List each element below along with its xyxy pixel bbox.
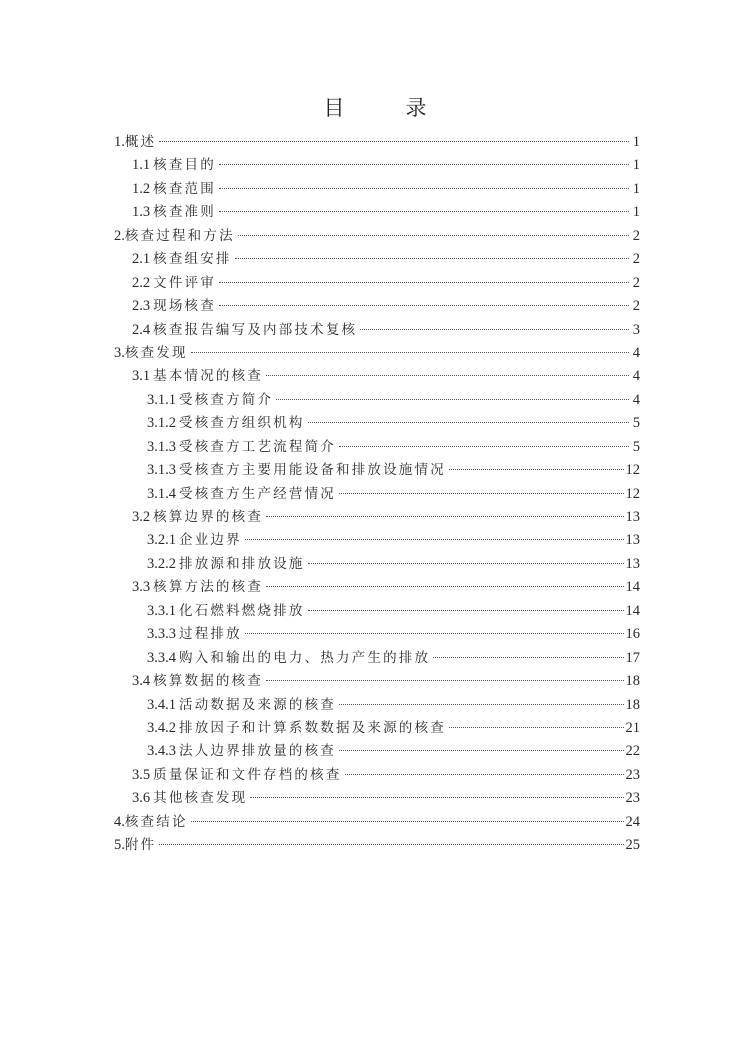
toc-entry-page: 24 xyxy=(625,813,640,830)
toc-dot-leader xyxy=(159,844,623,845)
toc-entry-level3[interactable] xyxy=(114,694,640,717)
toc-dot-leader xyxy=(339,446,629,447)
toc-entry-title: 法人边界排放量的核查 xyxy=(179,743,336,760)
toc-entry-page: 12 xyxy=(625,462,640,479)
toc-entry-level3[interactable] xyxy=(114,623,640,646)
table-of-contents xyxy=(114,131,640,858)
toc-entry-title: 过程排放 xyxy=(179,626,242,643)
toc-entry-number: 3.2.2 xyxy=(147,555,176,572)
toc-entry-page: 23 xyxy=(625,790,640,807)
toc-entry-page: 4 xyxy=(632,344,640,361)
toc-dot-leader xyxy=(219,211,629,212)
toc-entry-level3[interactable] xyxy=(114,647,640,670)
toc-entry-title: 受核查方工艺流程简介 xyxy=(179,438,336,455)
toc-entry-title: 核查目的 xyxy=(153,157,216,174)
toc-entry-level1[interactable] xyxy=(114,811,640,834)
toc-entry-title: 购入和输出的电力、热力产生的排放 xyxy=(179,649,431,666)
toc-entry-page: 2 xyxy=(632,298,640,315)
toc-entry-level2[interactable] xyxy=(114,670,640,693)
toc-entry-title: 附件 xyxy=(124,837,157,854)
toc-entry-number: 3.4 xyxy=(132,673,151,690)
toc-entry-page: 1 xyxy=(632,180,640,197)
toc-entry-number: 3.1.1 xyxy=(147,391,176,408)
toc-entry-level2[interactable] xyxy=(114,576,640,599)
toc-entry-title: 企业边界 xyxy=(179,532,242,549)
toc-entry-number: 1.1 xyxy=(132,157,151,174)
toc-dot-leader xyxy=(339,704,624,705)
toc-entry-title: 核查报告编写及内部技术复核 xyxy=(153,321,358,338)
toc-entry-number: 3.1.4 xyxy=(147,485,176,502)
toc-entry-page: 14 xyxy=(625,579,640,596)
toc-entry-level1[interactable] xyxy=(114,225,640,248)
toc-entry-title: 现场核查 xyxy=(153,298,216,315)
toc-entry-level2[interactable] xyxy=(114,319,640,342)
toc-dot-leader xyxy=(308,610,624,611)
toc-entry-page: 21 xyxy=(625,719,640,736)
toc-entry-number: 2. xyxy=(114,227,125,244)
toc-entry-number: 3.1.3 xyxy=(147,438,176,455)
toc-entry-title: 核算数据的核查 xyxy=(153,673,264,690)
toc-entry-title: 核查范围 xyxy=(153,180,216,197)
toc-entry-title: 核查过程和方法 xyxy=(124,227,235,244)
toc-entry-number: 3.4.2 xyxy=(147,719,176,736)
toc-entry-level1[interactable] xyxy=(114,342,640,365)
toc-entry-title: 活动数据及来源的核查 xyxy=(179,696,336,713)
toc-entry-level2[interactable] xyxy=(114,764,640,787)
toc-entry-level2[interactable] xyxy=(114,154,640,177)
toc-dot-leader xyxy=(339,750,624,751)
toc-entry-level3[interactable] xyxy=(114,717,640,740)
toc-entry-page: 2 xyxy=(632,274,640,291)
toc-entry-page: 25 xyxy=(625,837,640,854)
toc-entry-number: 1.2 xyxy=(132,180,151,197)
toc-dot-leader xyxy=(238,235,629,236)
toc-entry-title: 受核查方简介 xyxy=(179,391,274,408)
toc-entry-level3[interactable] xyxy=(114,389,640,412)
toc-entry-page: 12 xyxy=(625,485,640,502)
toc-entry-title: 受核查方组织机构 xyxy=(179,415,305,432)
toc-entry-title: 概述 xyxy=(124,134,157,150)
toc-entry-level2[interactable] xyxy=(114,295,640,318)
toc-dot-leader xyxy=(308,422,629,423)
toc-entry-number: 3.3 xyxy=(132,579,151,596)
toc-entry-level3[interactable] xyxy=(114,529,640,552)
toc-entry-page: 5 xyxy=(632,438,640,455)
toc-dot-leader xyxy=(449,469,624,470)
toc-entry-number: 3.6 xyxy=(132,790,151,807)
toc-entry-title: 核查结论 xyxy=(124,813,188,830)
toc-entry-page: 1 xyxy=(632,204,640,221)
toc-dot-leader xyxy=(159,141,629,142)
toc-entry-page: 13 xyxy=(625,532,640,549)
toc-dot-leader xyxy=(433,657,623,658)
toc-entry-title: 核查发现 xyxy=(124,344,188,361)
toc-entry-page: 4 xyxy=(632,391,640,408)
toc-entry-title: 基本情况的核查 xyxy=(153,368,264,385)
toc-entry-page: 14 xyxy=(625,602,640,619)
toc-entry-page: 3 xyxy=(632,321,640,338)
toc-entry-number: 3.1.3 xyxy=(147,462,176,479)
toc-entry-level3[interactable] xyxy=(114,740,640,763)
toc-dot-leader xyxy=(266,516,623,517)
toc-entry-title: 核查组安排 xyxy=(153,251,232,268)
toc-dot-leader xyxy=(266,375,629,376)
toc-dot-leader xyxy=(250,797,623,798)
toc-entry-title: 质量保证和文件存档的核查 xyxy=(153,766,342,783)
toc-entry-number: 3. xyxy=(114,344,125,361)
toc-entry-title: 排放因子和计算系数数据及来源的核查 xyxy=(179,719,446,736)
toc-entry-title: 其他核查发现 xyxy=(153,790,248,807)
toc-entry-page: 22 xyxy=(625,743,640,760)
toc-entry-level3[interactable] xyxy=(114,412,640,435)
toc-entry-number: 3.2.1 xyxy=(147,532,176,549)
toc-entry-page: 5 xyxy=(632,415,640,432)
toc-entry-title: 核算方法的核查 xyxy=(153,579,264,596)
toc-dot-leader xyxy=(191,352,629,353)
toc-entry-number: 5. xyxy=(114,837,125,854)
toc-entry-page: 2 xyxy=(632,227,640,244)
toc-entry-title: 排放源和排放设施 xyxy=(179,555,305,572)
toc-entry-page: 1 xyxy=(632,157,640,174)
toc-entry-number: 3.1.2 xyxy=(147,415,176,432)
toc-dot-leader xyxy=(219,282,629,283)
toc-entry-number: 3.1 xyxy=(132,368,151,385)
toc-entry-level3[interactable] xyxy=(114,459,640,482)
toc-entry-number: 2.2 xyxy=(132,274,151,291)
toc-entry-number: 2.3 xyxy=(132,298,151,315)
toc-dot-leader xyxy=(245,633,624,634)
toc-entry-number: 3.4.1 xyxy=(147,696,176,713)
toc-entry-title: 受核查方生产经营情况 xyxy=(179,485,336,502)
toc-entry-level2[interactable] xyxy=(114,178,640,201)
toc-entry-level3[interactable] xyxy=(114,436,640,459)
toc-dot-leader xyxy=(449,727,624,728)
toc-entry-title: 文件评审 xyxy=(153,274,216,291)
toc-dot-leader xyxy=(276,399,629,400)
toc-entry-number: 3.3.4 xyxy=(147,649,176,666)
toc-entry-page: 4 xyxy=(632,368,640,385)
toc-entry-number: 1. xyxy=(114,134,125,150)
toc-entry-title: 核算边界的核查 xyxy=(153,509,264,525)
toc-entry-level3[interactable] xyxy=(114,600,640,623)
toc-dot-leader xyxy=(266,586,623,587)
toc-entry-level2[interactable] xyxy=(114,787,640,810)
toc-entry-level1[interactable] xyxy=(114,131,640,154)
toc-dot-leader xyxy=(339,493,624,494)
toc-dot-leader xyxy=(245,539,624,540)
toc-entry-number: 1.3 xyxy=(132,204,151,221)
toc-entry-page: 18 xyxy=(625,696,640,713)
toc-dot-leader xyxy=(266,680,623,681)
toc-entry-number: 2.4 xyxy=(132,321,151,338)
toc-entry-level3[interactable] xyxy=(114,553,640,576)
toc-dot-leader xyxy=(219,305,629,306)
toc-entry-number: 3.3.3 xyxy=(147,626,176,643)
toc-entry-level2[interactable] xyxy=(114,272,640,295)
toc-dot-leader xyxy=(360,329,629,330)
toc-dot-leader xyxy=(235,258,629,259)
toc-entry-page: 1 xyxy=(632,134,640,150)
toc-entry-number: 3.5 xyxy=(132,766,151,783)
toc-entry-number: 3.3.1 xyxy=(147,602,176,619)
toc-entry-title: 化石燃料燃烧排放 xyxy=(179,602,305,619)
page-title: 目 录 xyxy=(323,96,447,120)
toc-entry-level2[interactable] xyxy=(114,201,640,224)
toc-entry-number: 3.4.3 xyxy=(147,743,176,760)
toc-entry-level2[interactable] xyxy=(114,248,640,271)
toc-entry-number: 3.2 xyxy=(132,509,151,525)
toc-dot-leader xyxy=(345,774,624,775)
toc-dot-leader xyxy=(308,563,624,564)
toc-entry-page: 18 xyxy=(625,673,640,690)
toc-dot-leader xyxy=(219,188,629,189)
toc-entry-number: 4. xyxy=(114,813,125,830)
toc-entry-level3[interactable] xyxy=(114,483,640,506)
toc-entry-number: 2.1 xyxy=(132,251,151,268)
toc-entry-page: 23 xyxy=(625,766,640,783)
toc-dot-leader xyxy=(191,821,624,822)
toc-entry-title: 核查准则 xyxy=(153,204,216,221)
toc-dot-leader xyxy=(219,164,629,165)
toc-entry-page: 17 xyxy=(625,649,640,666)
toc-entry-title: 受核查方主要用能设备和排放设施情况 xyxy=(179,462,446,479)
toc-entry-page: 13 xyxy=(625,509,640,525)
toc-entry-level2[interactable] xyxy=(114,365,640,388)
toc-entry-page: 13 xyxy=(625,555,640,572)
toc-entry-page: 16 xyxy=(625,626,640,643)
toc-entry-level1[interactable] xyxy=(114,834,640,857)
toc-entry-page: 2 xyxy=(632,251,640,268)
toc-entry-level2[interactable] xyxy=(114,506,640,529)
